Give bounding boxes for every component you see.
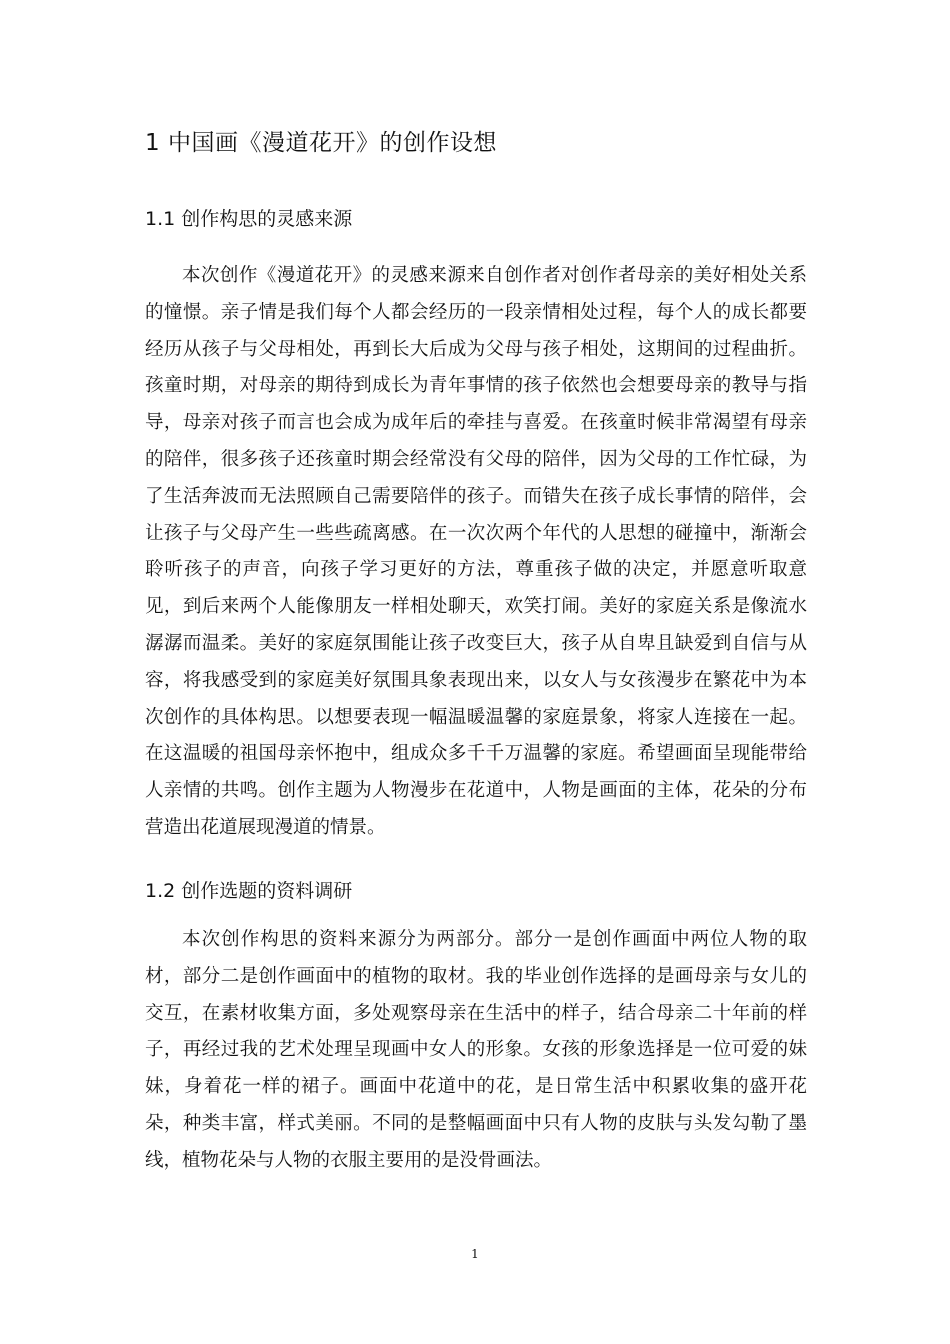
section-heading-1-2: 1.2 创作选题的资料调研: [145, 880, 353, 902]
section-heading-1-1: 1.1 创作构思的灵感来源: [145, 208, 353, 230]
page-number: 1: [471, 1247, 479, 1261]
section-1-1-paragraph: 本次创作《漫道花开》的灵感来源来自创作者对创作者母亲的美好相处关系的憧憬。亲子情是我们每个人都会经历的一段亲情相处过程，每个人的成长都要经历从孩子与父母相处，再到长大后成为父母与孩子相处，这期间的过程曲折。孩童时期，对母亲的期待到成长为青年事情的孩子依然也会想要母亲的教导与指导，母亲对孩子而言也会成为成年后的牵挂与喜爱。在孩童时候非常渴望有母亲的陪伴，很多孩子还孩童时期会经常没有父母的陪伴，因为父母的工作忙碌，为了生活奔波而无法照顾自己需要陪伴的孩子。而错失在孩子成长事情的陪伴，会让孩子与父母产生一些些疏离感。在一次次两个年代的人思想的碰撞中，渐渐会聆听孩子的声音，向孩子学习更好的方法，尊重孩子做的决定，并愿意听取意见，到后来两个人能像朋友一样相处聊天，欢笑打闹。美好的家庭关系是像流水潺潺而温柔。美好的家庭氛围能让孩子改变巨大，孩子从自卑且缺爱到自信与从容，将我感受到的家庭美好氛围具象表现出来，以女人与女孩漫步在繁花中为本次创作的具体构思。以想要表现一幅温暖温馨的家庭景象，将家人连接在一起。在这温暖的祖国母亲怀抱中，组成众多千千万温馨的家庭。希望画面呈现能带给人亲情的共鸣。创作主题为人物漫步在花道中，人物是画面的主体，花朵的分布营造出花道展现漫道的情景。: [145, 265, 807, 838]
chapter-heading: 1 中国画《漫道花开》的创作设想: [145, 130, 497, 156]
section-1-2-paragraph: 本次创作构思的资料来源分为两部分。部分一是创作画面中两位人物的取材，部分二是创作画面中的植物的取材。我的毕业创作选择的是画母亲与女儿的交互，在素材收集方面，多处观察母亲在生活中的样子，结合母亲二十年前的样子，再经过我的艺术处理呈现画中女人的形象。女孩的形象选择是一位可爱的妹妹，身着花一样的裙子。画面中花道中的花，是日常生活中积累收集的盛开花朵，种类丰富，样式美丽。不同的是整幅画面中只有人物的皮肤与头发勾勒了墨线，植物花朵与人物的衣服主要用的是没骨画法。: [145, 929, 807, 1171]
